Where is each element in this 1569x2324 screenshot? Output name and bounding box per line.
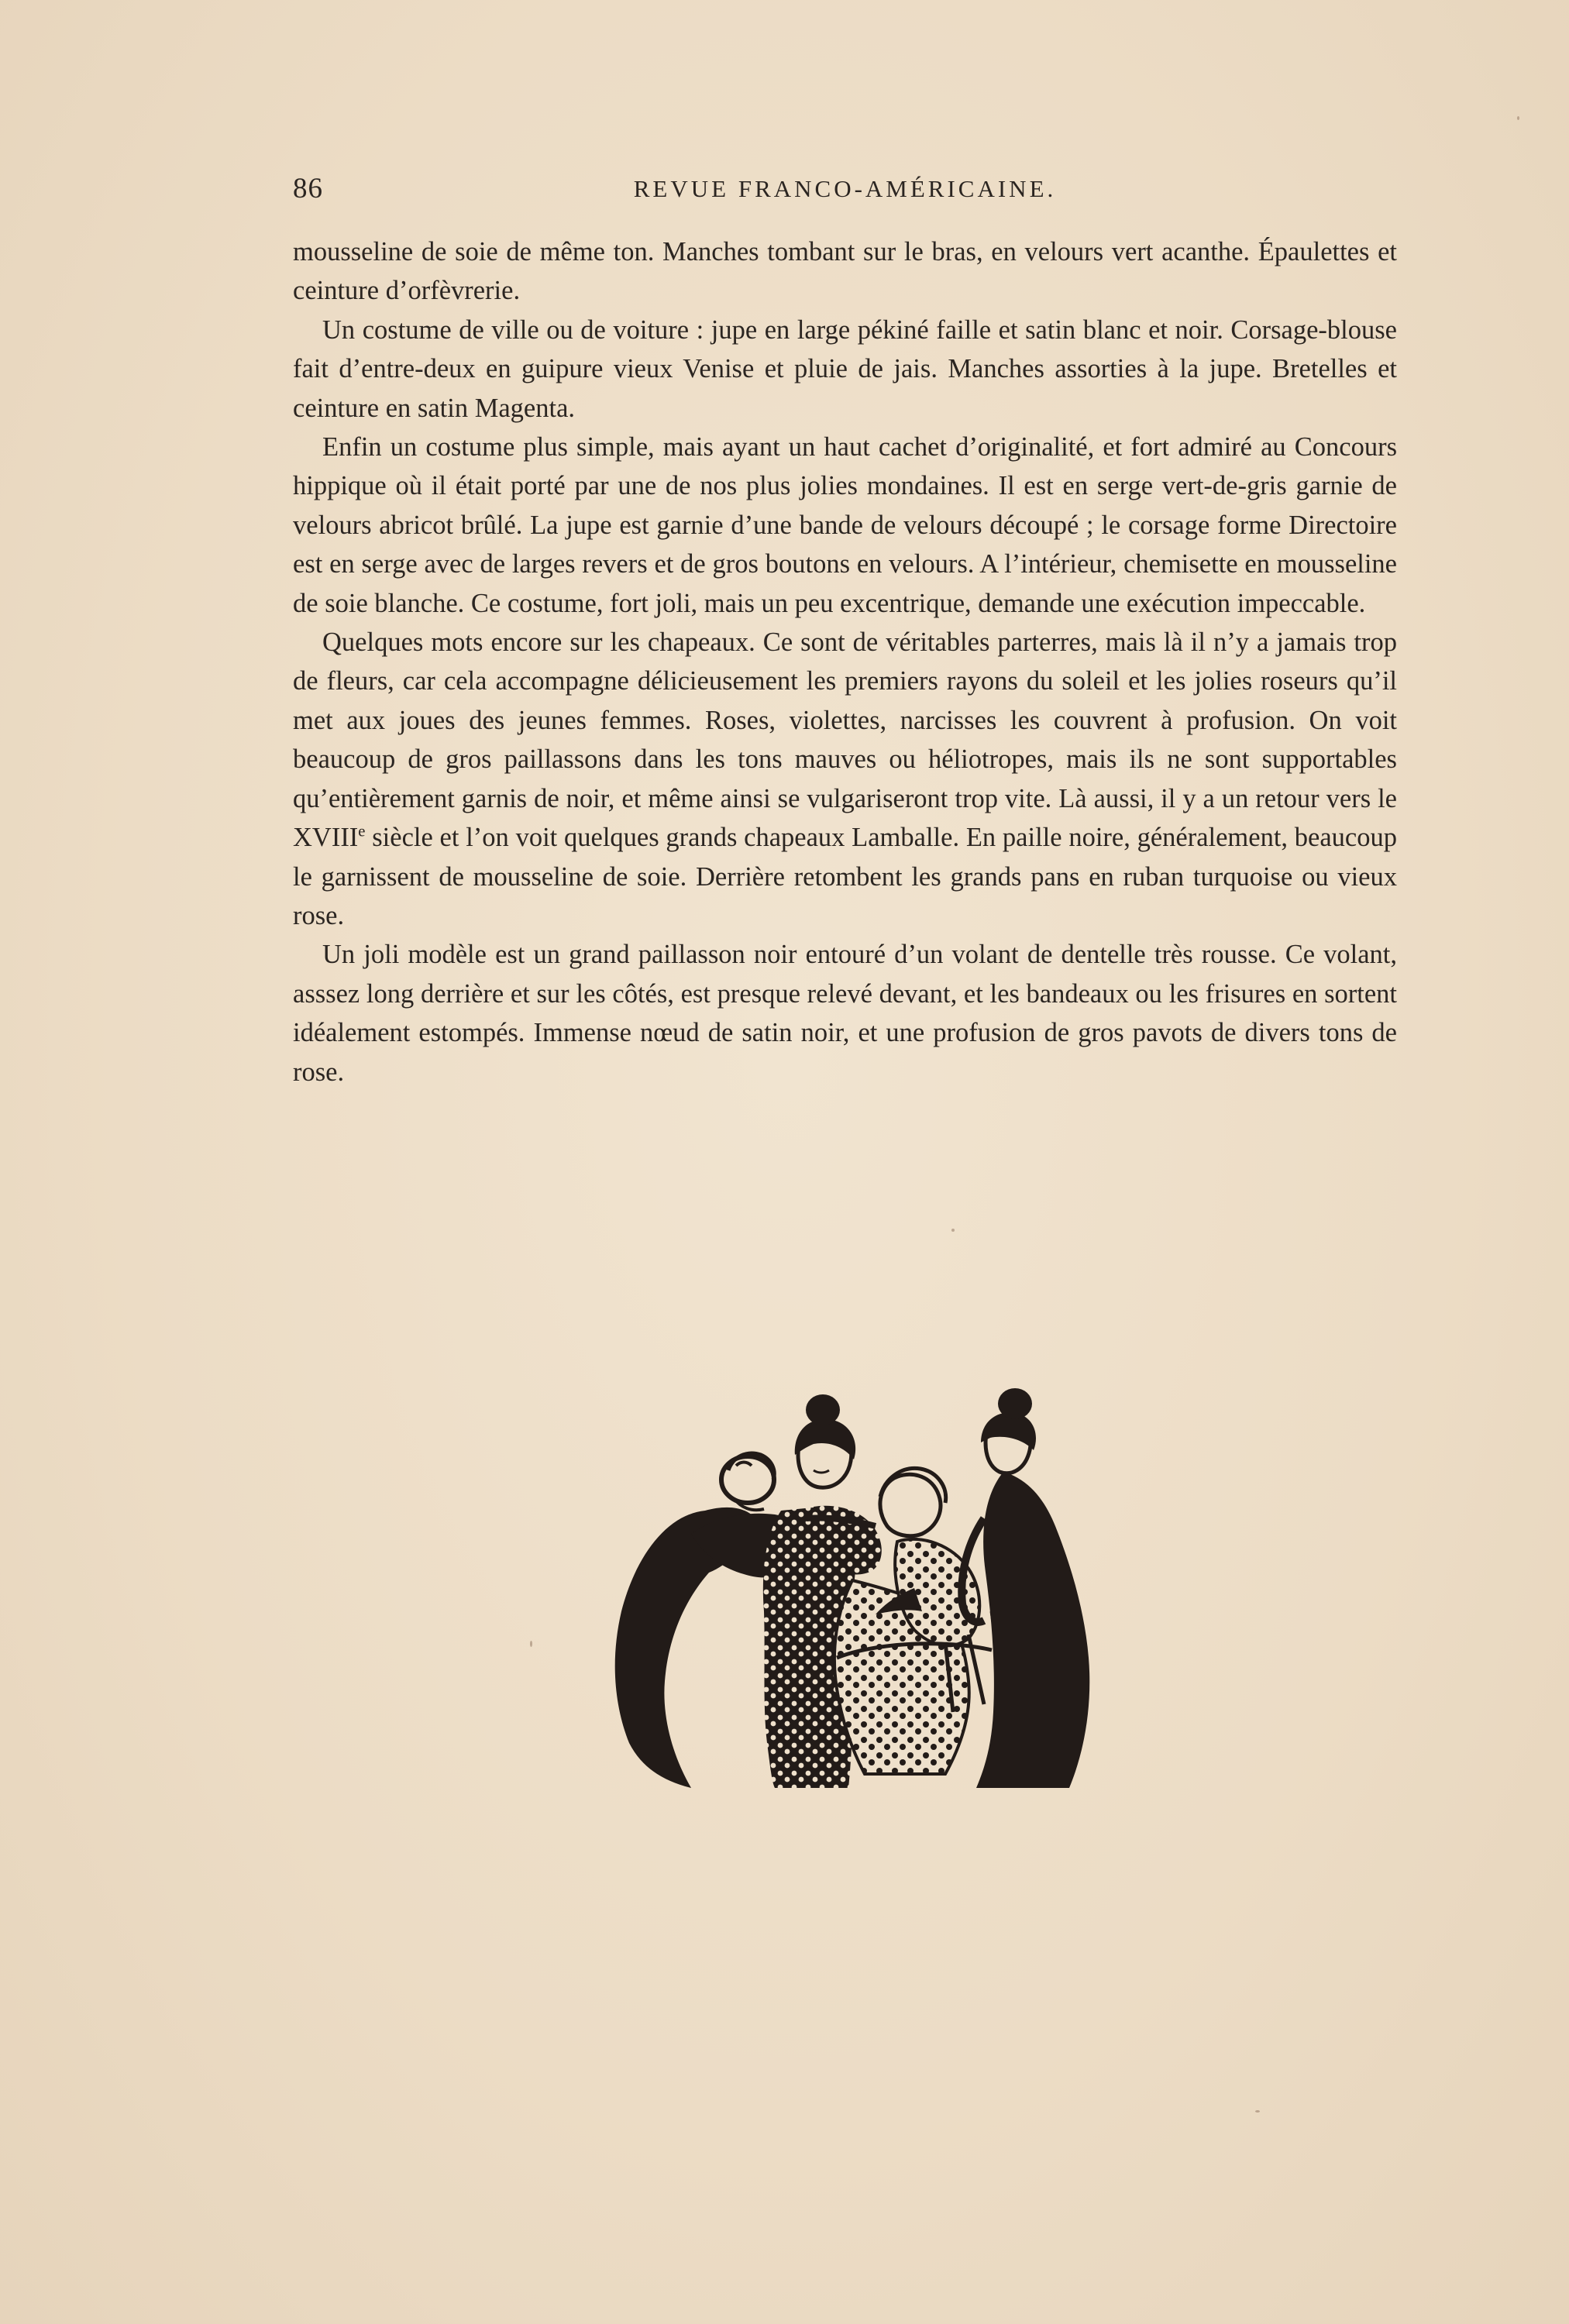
paragraph: Un joli modèle est un grand paillasson noir entouré d’un volant de dentelle très rousse. Ce volant, asssez long derrière et sur les côtés, est presque relevé devant, et les bandeaux ou les frisures en sortent idéalement estompés. Immense nœud de satin noir, et une profusion de gros pavots de divers tons de rose. [293,940,1397,1087]
paper-speck [1517,116,1519,120]
paragraph-text: siècle et l’on voit quelques grands chapeaux Lamballe. En paille noire, généralement, beaucoup le garnissent de mousseline de soie. Derrière retombent les grands pans en ruban turquoise ou vieux rose. [293,823,1397,930]
paper-speck [951,1229,955,1232]
page-number: 86 [293,173,323,205]
body-text [293,232,1397,1092]
paragraph: Un costume de ville ou de voiture : jupe en large pékiné faille et satin blanc et noir. Corsage-blouse fait d’entre-deux en guipure vieux Venise et pluie de jais. Manches assorties à la jupe. Bretelles et ceinture en satin Magenta. [293,315,1397,423]
four-women-woodcut-illustration [581,1379,1123,1789]
paragraph: mousseline de soie de même ton. Manches tombant sur le bras, en velours vert acanthe. Épaulettes et ceinture d’orfèvrerie. [293,237,1397,306]
running-title: REVUE FRANCO-AMÉRICAINE. [633,175,1057,202]
page-header [293,172,1397,218]
figure-right [962,1388,1089,1788]
paragraph-text: Quelques mots encore sur les chapeaux. Ce sont de véritables parterres, mais là il n’y a jamais trop de fleurs, car cela accompagne délicieusement les premiers rayons du soleil et les jolies roseurs qu’il met aux joues des jeunes femmes. Roses, violettes, narcisses les couvrent à profusion. On voit beaucoup de gros paillassons dans les tons mauves ou héliotropes, mais ils ne sont supportables qu’entièrement garnis de noir, et même ainsi se vulgariseront trop vite. Là aussi, il y a un retour vers le XVIII [293,627,1397,853]
paragraph [293,623,1397,935]
superscript: e [358,823,366,841]
paper-speck [530,1641,532,1647]
paragraph: Enfin un costume plus simple, mais ayant un haut cachet d’originalité, et fort admiré au Concours hippique où il était porté par une de nos plus jolies mondaines. Il est en serge vert-de-gris garnie de velours abricot brûlé. La jupe est garnie d’une bande de velours découpé ; le corsage forme Directoire est en serge avec de larges revers et de gros boutons en velours. A l’intérieur, chemisette en mousseline de soie blanche. Ce costume, fort joli, mais un peu excentrique, demande une exécution impeccable. [293,432,1397,618]
paper-speck [1255,2110,1260,2113]
